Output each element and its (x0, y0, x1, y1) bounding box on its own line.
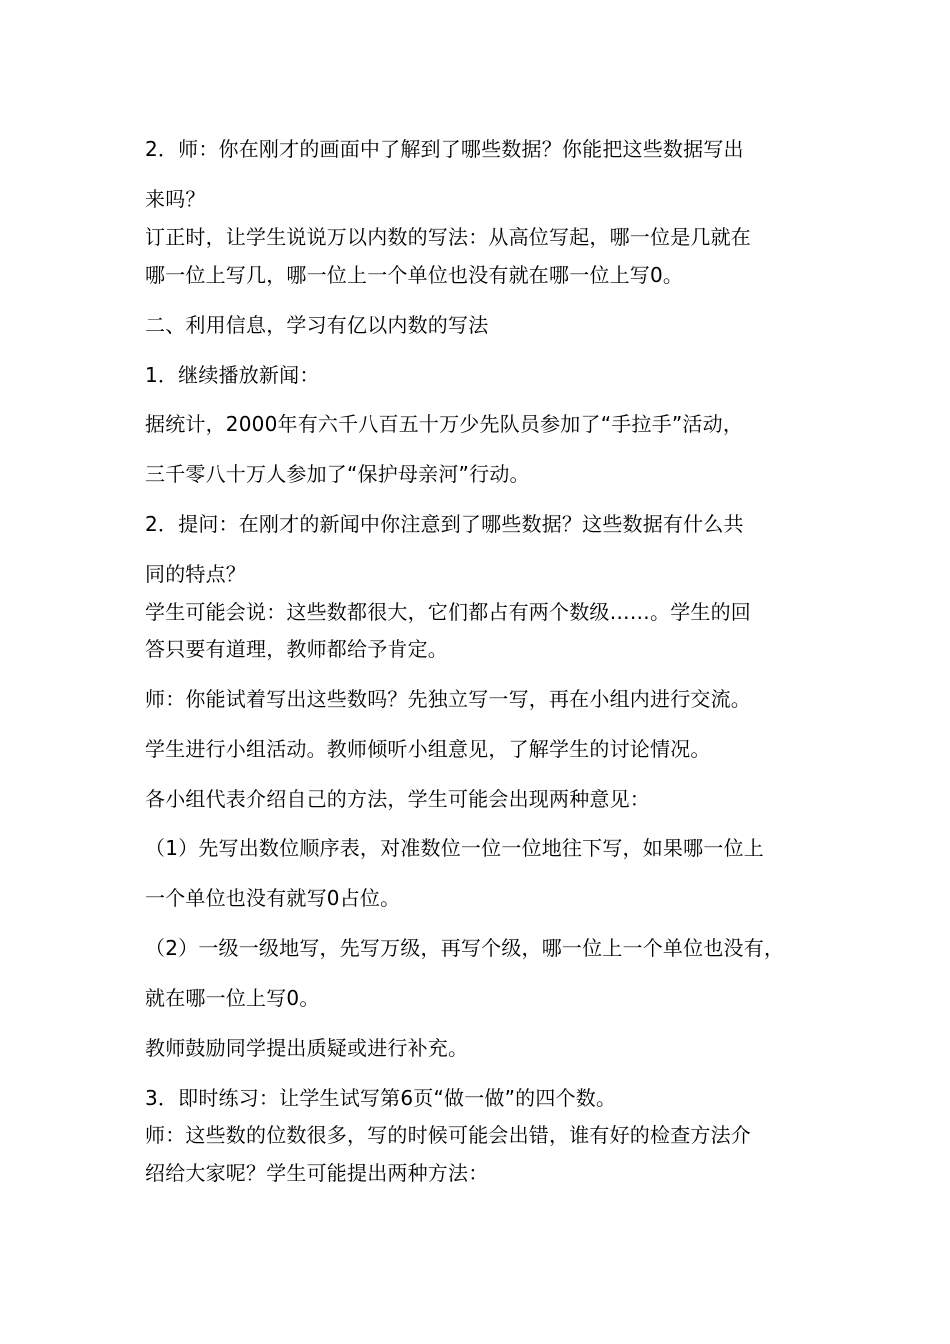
text-line: 2．提问：在刚才的新闻中你注意到了哪些数据？这些数据有什么共 (145, 512, 744, 536)
text-line: 据统计，2000年有六千八百五十万少先队员参加了“手拉手”活动， (145, 412, 744, 436)
text-line: （1）先写出数位顺序表，对准数位一位一位地往下写，如果哪一位上 (145, 836, 764, 860)
text-line: 学生进行小组活动。教师倾听小组意见，了解学生的讨论情况。 (145, 737, 711, 761)
text-line: 教师鼓励同学提出质疑或进行补充。 (145, 1036, 469, 1060)
text-line: 学生可能会说：这些数都很大，它们都占有两个数级……。学生的回 (145, 600, 751, 624)
text-line: 三千零八十万人参加了“保护母亲河”行动。 (145, 462, 530, 486)
text-line: 绍给大家呢？学生可能提出两种方法： (145, 1161, 489, 1185)
text-line: 2．师：你在刚才的画面中了解到了哪些数据？你能把这些数据写出 (145, 137, 744, 161)
text-line: 师：你能试着写出这些数吗？先独立写一写，再在小组内进行交流。 (145, 687, 751, 711)
text-line: 哪一位上写几，哪一位上一个单位也没有就在哪一位上写0。 (145, 263, 684, 287)
text-line: （2）一级一级地写，先写万级，再写个级，哪一位上一个单位也没有， (145, 936, 785, 960)
text-line: 来吗？ (145, 187, 206, 211)
text-line: 1．继续播放新闻： (145, 363, 320, 387)
text-line: 3．即时练习：让学生试写第6页“做一做”的四个数。 (145, 1086, 617, 1110)
text-line: 一个单位也没有就写0占位。 (145, 886, 401, 910)
section-heading: 二、利用信息，学习有亿以内数的写法 (145, 313, 489, 337)
text-line: 同的特点？ (145, 562, 246, 586)
text-line: 师：这些数的位数很多，写的时候可能会出错，谁有好的检查方法介 (145, 1123, 751, 1147)
text-line: 订正时，让学生说说万以内数的写法：从高位写起，哪一位是几就在 (145, 225, 751, 249)
text-line: 各小组代表介绍自己的方法，学生可能会出现两种意见： (145, 787, 650, 811)
text-line: 答只要有道理，教师都给予肯定。 (145, 637, 448, 661)
text-line: 就在哪一位上写0。 (145, 986, 320, 1010)
